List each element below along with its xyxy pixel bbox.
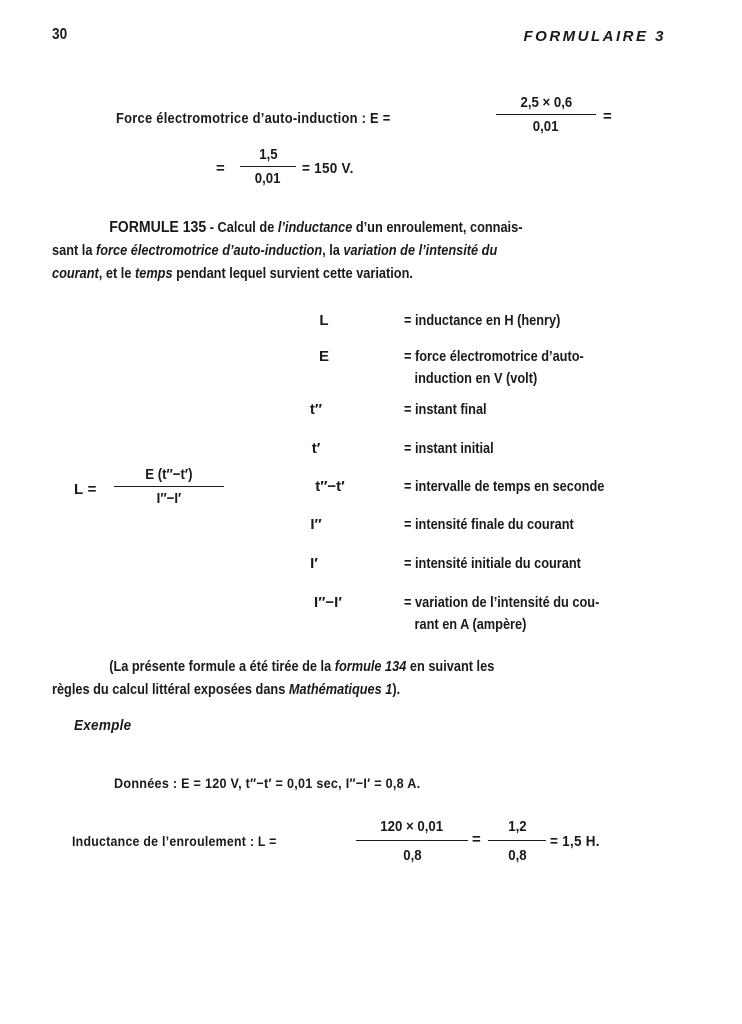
formula-heading: FORMULE 135: [109, 219, 207, 236]
example-given-data: Données : E = 120 V, t″−t′ = 0,01 sec, I″−I′ = 0,8 A.: [114, 775, 421, 791]
emf-frac2-numerator: 1,5: [258, 146, 278, 163]
page-number: 30: [52, 26, 68, 43]
fraction-bar: [496, 114, 596, 115]
note-line-1: (La présente formule a été tirée de la formule 134 en suivant les: [109, 659, 495, 675]
definition-text: = force électromotrice d’auto- induction en V (volt): [404, 349, 584, 387]
definition-symbol: t″: [309, 401, 323, 418]
fraction-bar: [114, 486, 224, 487]
emf-frac2-denominator: 0,01: [255, 170, 281, 188]
fraction-bar: [356, 840, 468, 841]
fraction-bar: [488, 840, 546, 841]
example-fraction-1: [356, 818, 468, 864]
emf-fraction-2: [240, 146, 296, 187]
main-formula-numerator: E (t″−t′): [145, 466, 193, 483]
emf-label: Force électromotrice d’auto-induction : E =: [116, 110, 391, 127]
description-line-1: FORMULE 135 - Calcul de l’inductance d’un enroulement, connais-: [109, 219, 523, 236]
formula-description: [52, 216, 674, 286]
example-frac2-denominator: 0,8: [507, 847, 527, 865]
example-calc-label: Inductance de l’enroulement : L =: [72, 833, 277, 849]
emf-result: = 150 V.: [302, 160, 354, 177]
definition-symbol: I″: [310, 516, 322, 533]
running-title: FORMULAIRE 3: [523, 28, 666, 45]
emf-equals-1: =: [603, 108, 613, 125]
note-line-2: règles du calcul littéral exposées dans Mathématiques 1).: [52, 682, 401, 698]
definition-symbol: t″−t′: [315, 478, 345, 495]
emf-frac1-numerator: 2,5 × 0,6: [520, 94, 572, 111]
example-fraction-2: [488, 818, 546, 864]
example-equals: =: [472, 831, 482, 848]
fraction-bar: [240, 166, 296, 167]
definition-symbol: I″−I′: [314, 594, 342, 611]
definition-text: = instant initial: [404, 441, 494, 457]
example-frac1-numerator: 120 × 0,01: [380, 818, 444, 835]
definition-text: = instant final: [404, 402, 487, 418]
example-frac2-numerator: 1,2: [507, 818, 527, 835]
emf-equals-2: =: [216, 160, 226, 177]
definition-symbol: E: [318, 348, 329, 365]
definition-symbol: L: [319, 312, 329, 329]
definition-symbol: t′: [311, 440, 321, 457]
definition-symbol: I′: [310, 555, 318, 572]
emf-fraction-1: [496, 94, 596, 135]
definition-text: = intensité finale du courant: [404, 517, 574, 533]
main-formula-lhs: L =: [74, 481, 97, 498]
example-result: = 1,5 H.: [550, 833, 600, 850]
example-heading: Exemple: [74, 717, 132, 734]
main-formula-denominator: I″−I′: [156, 490, 182, 508]
emf-frac1-denominator: 0,01: [533, 118, 559, 136]
definition-text: = intensité initiale du courant: [404, 556, 581, 572]
example-frac1-denominator: 0,8: [402, 847, 422, 865]
definition-text: = intervalle de temps en seconde: [404, 479, 605, 495]
definition-text: = inductance en H (henry): [404, 313, 561, 329]
main-formula-fraction: [114, 466, 224, 507]
derivation-note: [52, 656, 674, 702]
description-line-3: courant, et le temps pendant lequel survient cette variation.: [52, 266, 413, 282]
description-line-2: sant la force électromotrice d’auto-induction, la variation de l’intensité du: [52, 243, 498, 259]
definition-text: = variation de l’intensité du cou- rant en A (ampère): [404, 595, 600, 633]
